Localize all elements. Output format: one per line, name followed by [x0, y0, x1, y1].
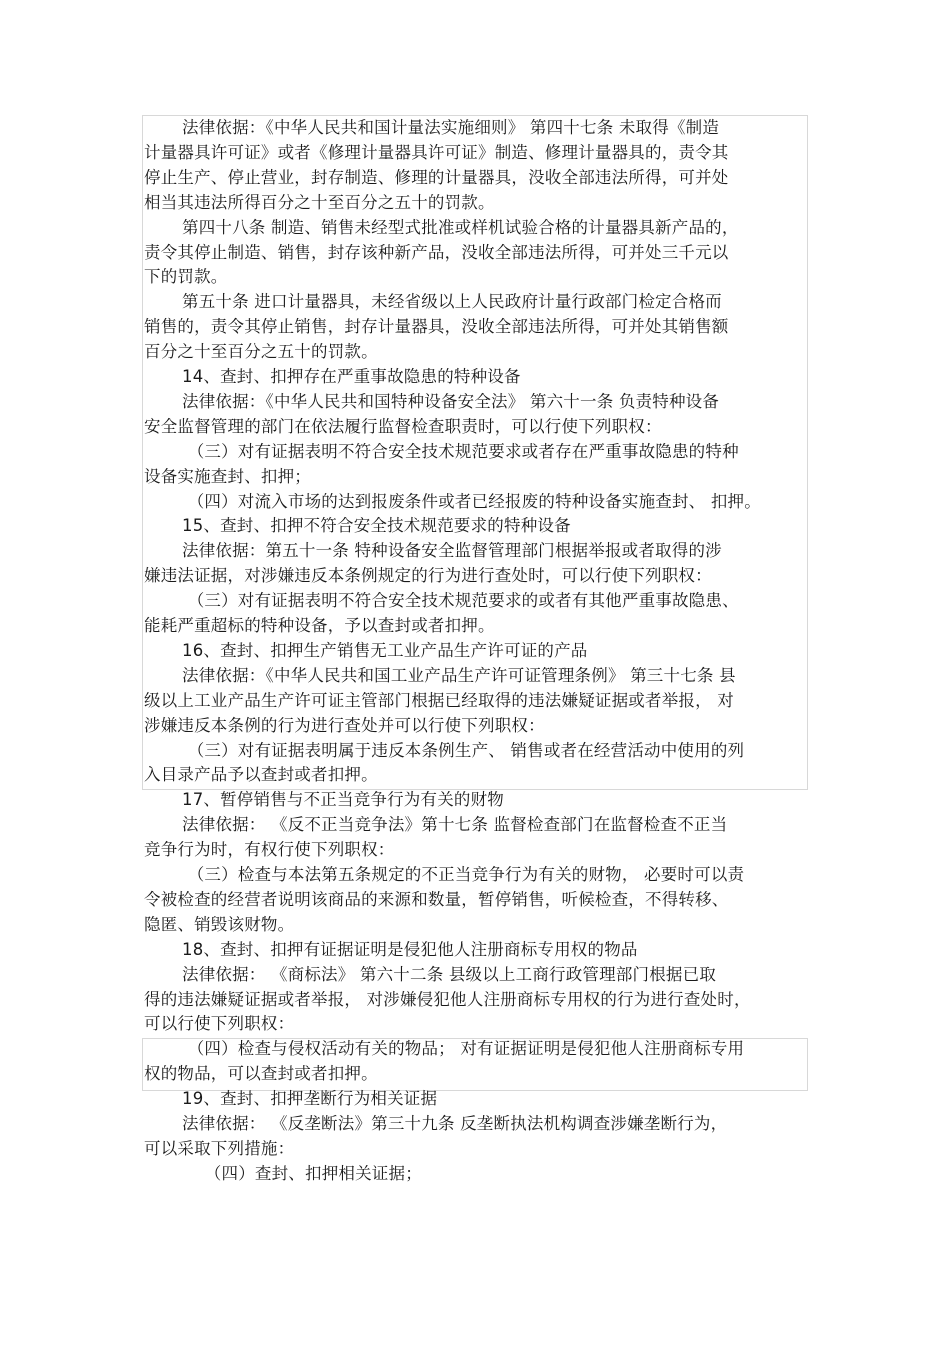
- text-line: 18、查封、扣押有证据证明是侵犯他人注册商标专用权的物品: [182, 939, 638, 959]
- text-line: （四）对流入市场的达到报废条件或者已经报废的特种设备实施查封、 扣押。: [187, 491, 761, 511]
- text-line: 法律依据： 《反不正当竞争法》第十七条 监督检查部门在监督检查不正当: [182, 815, 728, 835]
- text-line: 第五十条 进口计量器具，未经省级以上人民政府计量行政部门检定合格而: [182, 292, 722, 312]
- text-line: 法律依据：《中华人民共和国特种设备安全法》 第六十一条 负责特种设备: [182, 391, 720, 411]
- text-line: 16、查封、扣押生产销售无工业产品生产许可证的产品: [182, 640, 588, 660]
- text-line: （三）对有证据表明属于违反本条例生产、 销售或者在经营活动中使用的列: [187, 740, 745, 760]
- text-line: 法律依据： 《商标法》 第六十二条 县级以上工商行政管理部门根据已取: [182, 964, 717, 984]
- text-line: 销售的，责令其停止销售，封存计量器具，没收全部违法所得，可并处其销售额: [144, 317, 729, 337]
- text-line: 19、查封、扣押垄断行为相关证据: [182, 1089, 438, 1109]
- text-line: 级以上工业产品生产许可证主管部门根据已经取得的违法嫌疑证据或者举报， 对: [144, 690, 734, 710]
- text-line: （三）检查与本法第五条规定的不正当竞争行为有关的财物， 必要时可以责: [187, 865, 745, 884]
- text-line: 第四十八条 制造、销售未经型式批准或样机试验合格的计量器具新产品的，: [182, 217, 739, 237]
- text-line: 17、暂停销售与不正当竞争行为有关的财物: [182, 790, 504, 810]
- text-line: 能耗严重超标的特种设备，予以查封或者扣押。: [144, 616, 495, 635]
- text-line: 法律依据：《中华人民共和国计量法实施细则》 第四十七条 未取得《制造: [182, 118, 720, 137]
- text-line: 法律依据：第五十一条 特种设备安全监督管理部门根据举报或者取得的涉: [182, 541, 722, 561]
- text-line: 涉嫌违反本条例的行为进行查处并可以行使下列职权：: [144, 715, 545, 735]
- text-line: 责令其停止制造、销售，封存该种新产品，没收全部违法所得，可并处三千元以: [144, 242, 729, 262]
- text-line: 权的物品，可以查封或者扣押。: [144, 1064, 378, 1084]
- text-line: 14、查封、扣押存在严重事故隐患的特种设备: [182, 367, 521, 386]
- text-line: 竞争行为时，有权行使下列职权：: [144, 840, 395, 860]
- text-line: 嫌违法证据，对涉嫌违反本条例规定的行为进行查处时，可以行使下列职权：: [144, 566, 712, 586]
- text-line: 入目录产品予以查封或者扣押。: [144, 765, 378, 785]
- text-line: 下的罚款。: [144, 267, 228, 287]
- text-line: 法律依据： 《反垄断法》第三十九条 反垄断执法机构调查涉嫌垄断行为，: [182, 1114, 728, 1133]
- text-line: （四）查封、扣押相关证据；: [204, 1163, 422, 1183]
- text-line: 百分之十至百分之五十的罚款。: [144, 342, 378, 362]
- text-line: 相当其违法所得百分之十至百分之五十的罚款。: [144, 192, 495, 212]
- text-line: 设备实施查封、扣押；: [144, 466, 311, 486]
- text-line: （四）检查与侵权活动有关的物品； 对有证据证明是侵犯他人注册商标专用: [187, 1039, 745, 1059]
- text-line: 隐匿、销毁该财物。: [144, 914, 295, 934]
- text-line: 停止生产、停止营业，封存制造、修理的计量器具，没收全部违法所得，可并处: [144, 167, 729, 187]
- text-line: （三）对有证据表明不符合安全技术规范要求或者存在严重事故隐患的特种: [187, 441, 739, 461]
- text-line: 得的违法嫌疑证据或者举报， 对涉嫌侵犯他人注册商标专用权的行为进行查处时，: [144, 989, 751, 1009]
- text-line: 法律依据：《中华人民共和国工业产品生产许可证管理条例》 第三十七条 县: [182, 665, 736, 685]
- text-line: 计量器具许可证》或者《修理计量器具许可证》制造、修理计量器具的，责令其: [144, 142, 729, 162]
- text-line: 15、查封、扣押不符合安全技术规范要求的特种设备: [182, 516, 571, 536]
- text-line: （三）对有证据表明不符合安全技术规范要求的或者有其他严重事故隐患、: [187, 591, 739, 611]
- text-line: 可以行使下列职权：: [144, 1014, 295, 1034]
- text-line: 可以采取下列措施：: [144, 1138, 295, 1158]
- text-line: 令被检查的经营者说明该商品的来源和数量，暂停销售，听候检查，不得转移、: [144, 889, 729, 909]
- text-line: 安全监督管理的部门在依法履行监督检查职责时，可以行使下列职权：: [144, 416, 662, 436]
